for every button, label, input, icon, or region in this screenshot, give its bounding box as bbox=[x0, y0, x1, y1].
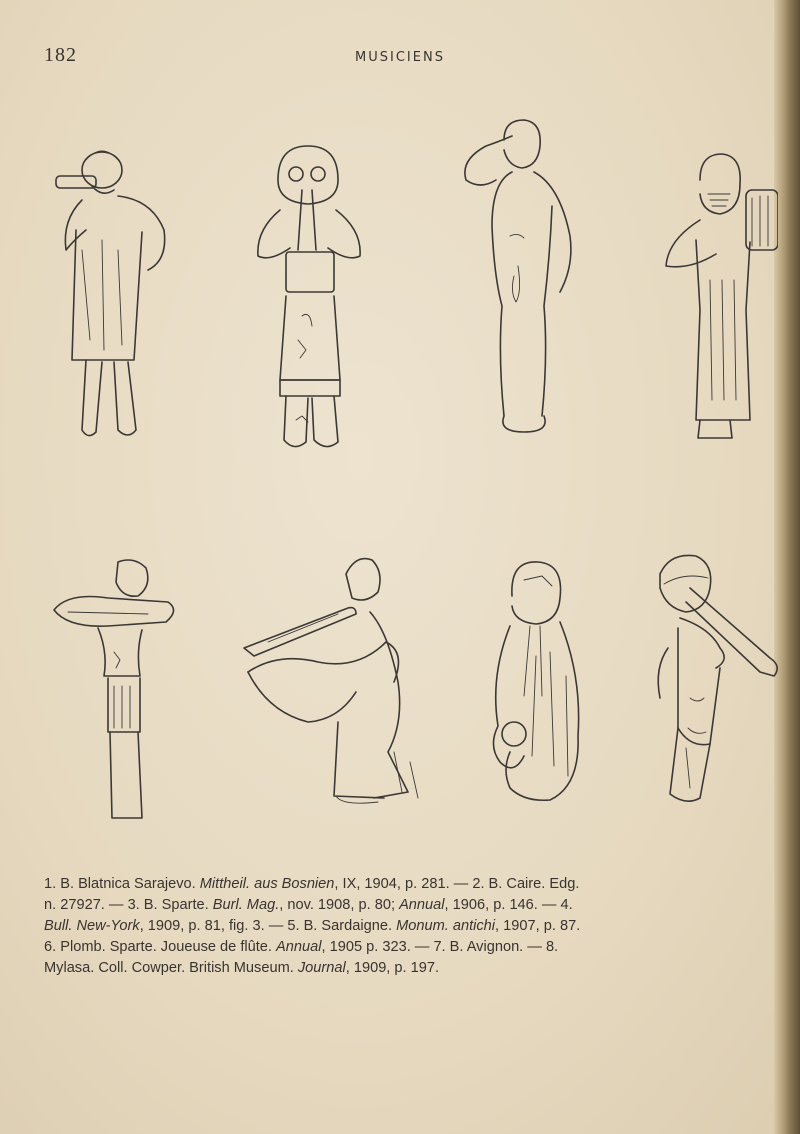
figure-8-drawing bbox=[650, 548, 782, 808]
figure-6-drawing bbox=[238, 552, 438, 808]
figure-2-double-flute-player bbox=[250, 140, 368, 456]
figure-3-nude-youth bbox=[452, 116, 582, 442]
figure-5-drawing bbox=[48, 552, 184, 822]
figure-caption bbox=[44, 874, 784, 979]
page-number: 182 bbox=[44, 44, 77, 66]
caption-line-3: Bull. New-York, 1909, p. 81, fig. 3. — 5. B. Sardaigne. Monum. antichi, 1907, p. 87. bbox=[44, 918, 581, 934]
figure-3-drawing bbox=[452, 116, 582, 442]
figure-1-drawing bbox=[52, 140, 182, 450]
figure-5-pipe-player bbox=[48, 552, 184, 822]
running-head: MUSICIENS bbox=[355, 50, 445, 65]
figure-1-flute-player-draped bbox=[52, 140, 182, 450]
figure-6-leaning-flute-player bbox=[238, 552, 438, 808]
figure-2-drawing bbox=[250, 140, 368, 456]
figure-7-drawing bbox=[480, 556, 590, 804]
figure-7-hooded-flute-player bbox=[480, 556, 590, 804]
caption-line-1: 1. B. Blatnica Sarajevo. Mittheil. aus Bosnien, IX, 1904, p. 281. — 2. B. Caire. Edg. bbox=[44, 876, 580, 892]
caption-line-5: Mylasa. Coll. Cowper. British Museum. Journal, 1909, p. 197. bbox=[44, 960, 440, 976]
figure-8-horn-player bbox=[650, 548, 782, 808]
caption-line-4: 6. Plomb. Sparte. Joueuse de flûte. Annual, 1905 p. 323. — 7. B. Avignon. — 8. bbox=[44, 939, 559, 955]
figure-4-lyre-player bbox=[660, 150, 778, 442]
figure-4-drawing bbox=[660, 150, 778, 442]
caption-line-2: n. 27927. — 3. B. Sparte. Burl. Mag., nov. 1908, p. 80; Annual, 1906, p. 146. — 4. bbox=[44, 897, 573, 913]
